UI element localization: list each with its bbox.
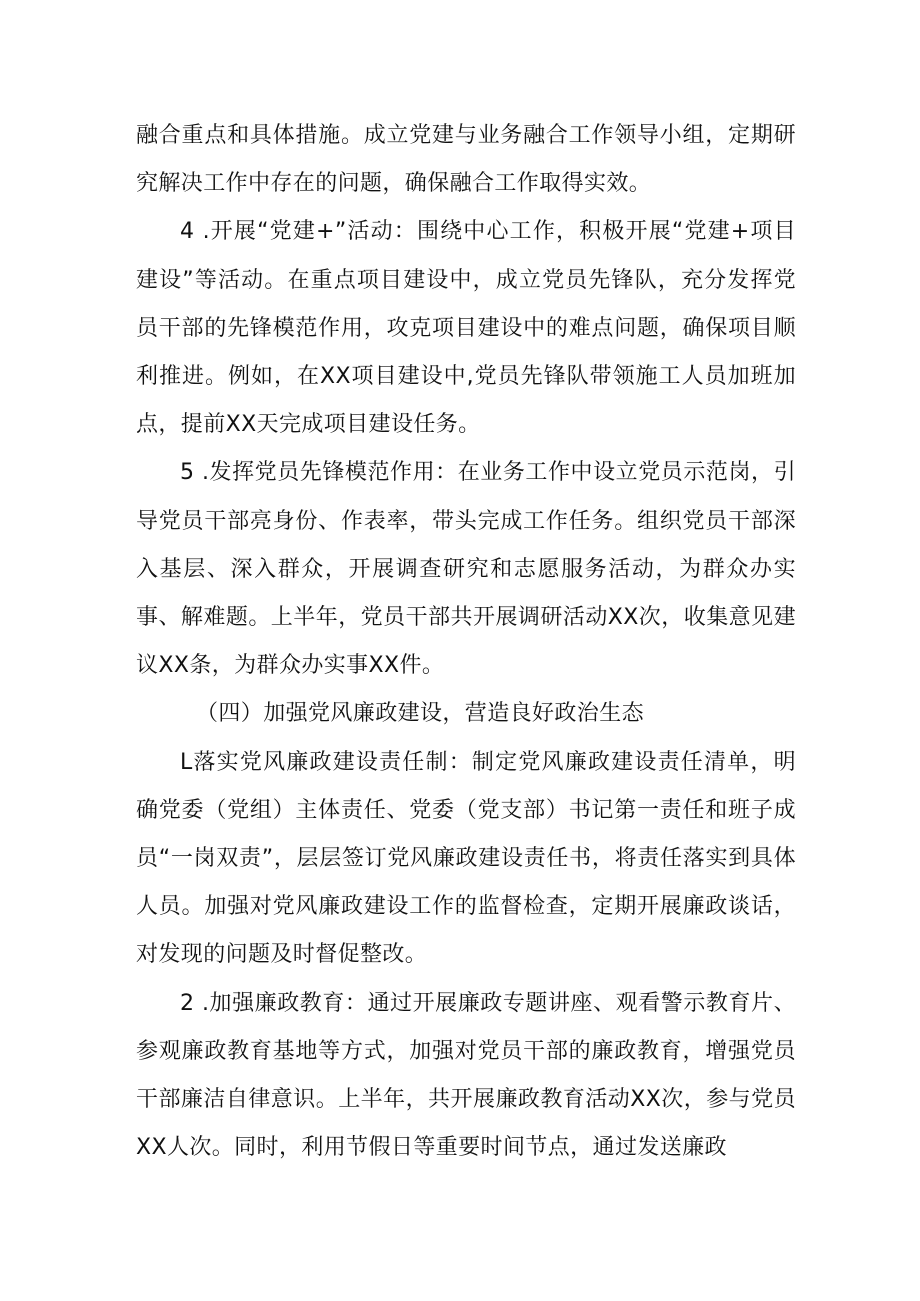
section-heading: （四）加强党风廉政建设，营造良好政治生态 <box>196 701 645 727</box>
document-body <box>136 112 796 1172</box>
paragraph-section4-item-1: L落实党风廉政建设责任制：制定党风廉政建设责任清单，明确党委（党组）主体责任、党委（党支部）书记第一责任和班子成员“一岗双责”，层层签订党风廉政建设责任书，将责任落实到具体人员。加强对党风廉政建设工作的监督检查，定期开展廉政谈话，对发现的问题及时督促整改。 <box>136 749 796 968</box>
paragraph-section4-item-2: 2 .加强廉政教育：通过开展廉政专题讲座、观看警示教育片、参观廉政教育基地等方式，加强对党员干部的廉政教育，增强党员干部廉洁自律意识。上半年，共开展廉政教育活动XX次，参与党员XX人次。同时，利用节假日等重要时间节点，通过发送廉政 <box>136 990 796 1161</box>
paragraph-item-4: 4 .开展“党建+”活动：围绕中心工作，积极开展“党建+项目建设”等活动。在重点项目建设中，成立党员先锋队，充分发挥党员干部的先锋模范作用，攻克项目建设中的难点问题，确保项目顺利推进。例如，在XX项目建设中,党员先锋队带领施工人员加班加点，提前XX天完成项目建设任务。 <box>136 219 796 438</box>
paragraph-item-5: 5 .发挥党员先锋模范作用：在业务工作中设立党员示范岗，引导党员干部亮身份、作表率，带头完成工作任务。组织党员干部深入基层、深入群众，开展调查研究和志愿服务活动，为群众办实事、解难题。上半年，党员干部共开展调研活动XX次，收集意见建议XX条，为群众办实事XX件。 <box>136 460 796 679</box>
paragraph-continued: 融合重点和具体措施。成立党建与业务融合工作领导小组，定期研究解决工作中存在的问题，确保融合工作取得实效。 <box>136 123 796 197</box>
